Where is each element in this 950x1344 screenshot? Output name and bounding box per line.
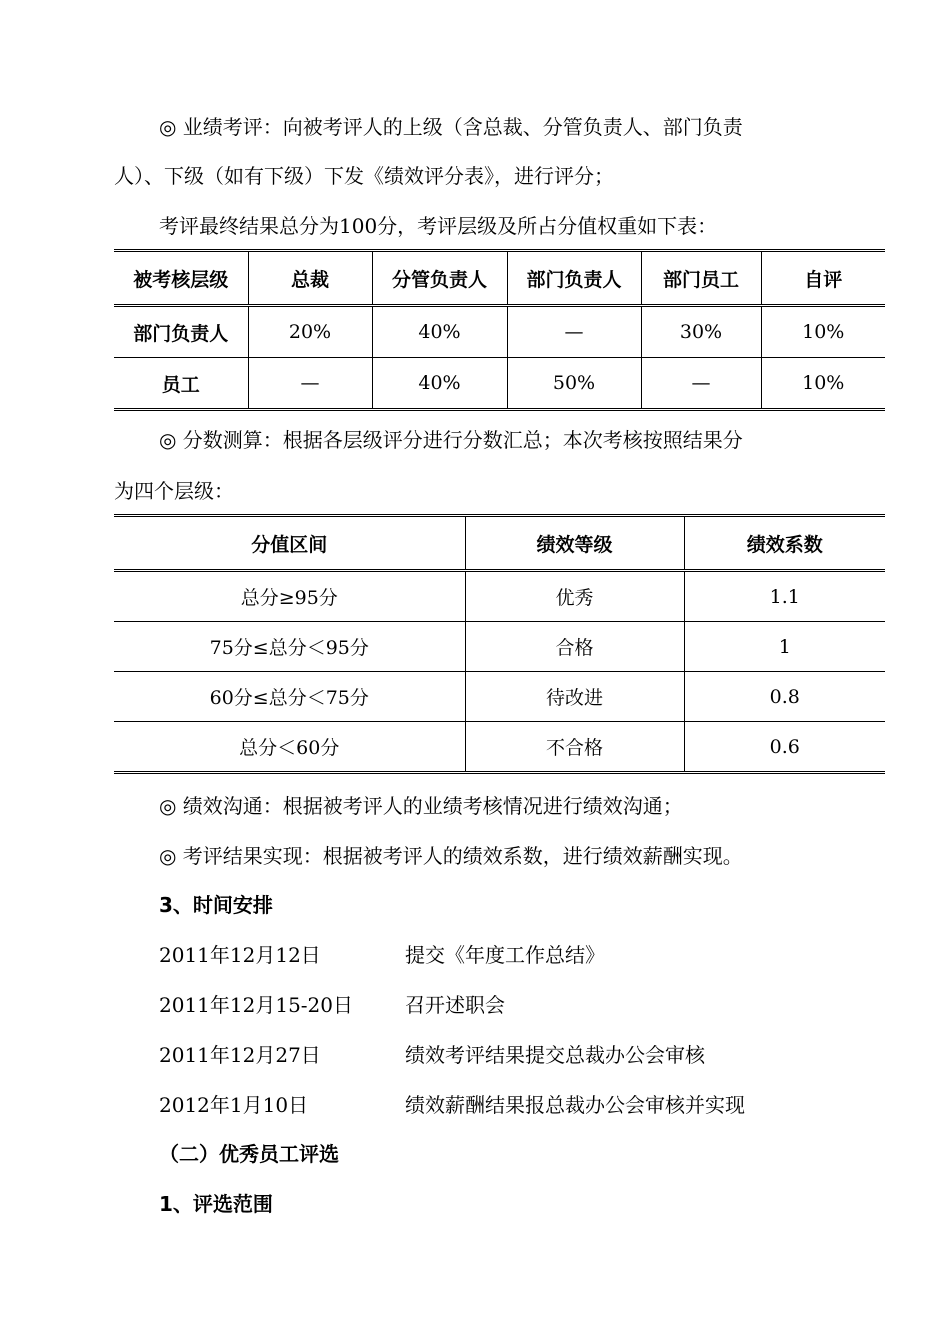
schedule-date: 2012年1月10日	[159, 1093, 309, 1117]
schedule-task: 召开述职会	[405, 993, 505, 1017]
table-row	[114, 722, 885, 773]
table-cell: 待改进	[465, 672, 684, 722]
schedule-task: 提交《年度工作总结》	[405, 943, 605, 967]
paragraph-result-realization: ◎ 考评结果实现：根据被考评人的绩效系数，进行绩效薪酬实现。	[159, 844, 743, 868]
paragraph-score-calc-line2: 为四个层级：	[114, 479, 234, 503]
schedule-task: 绩效考评结果提交总裁办公会审核	[405, 1043, 705, 1067]
grade-header-coefficient: 绩效系数	[684, 516, 885, 571]
paragraph-performance-review-line1: ◎ 业绩考评：向被考评人的上级（含总裁、分管负责人、部门负责	[159, 115, 743, 139]
table-cell: 0.6	[684, 722, 885, 773]
table-cell: 40%	[372, 358, 507, 410]
weight-table	[114, 249, 885, 411]
table-cell: —	[507, 306, 641, 358]
table-row	[114, 306, 885, 358]
table-cell: 0.8	[684, 672, 885, 722]
table-cell: 合格	[465, 622, 684, 672]
table-cell: 1	[684, 622, 885, 672]
weight-header-dept-staff: 部门员工	[641, 251, 761, 306]
table-cell: 优秀	[465, 571, 684, 622]
section-heading-excellent-employee: （二）优秀员工评选	[159, 1142, 339, 1166]
schedule-date: 2011年12月12日	[159, 943, 321, 967]
paragraph-performance-review-line2: 人）、下级（如有下级）下发《绩效评分表》，进行评分；	[114, 164, 614, 188]
paragraph-score-calc-line1: ◎ 分数测算：根据各层级评分进行分数汇总；本次考核按照结果分	[159, 428, 743, 452]
schedule-date: 2011年12月27日	[159, 1043, 321, 1067]
grade-header-level: 绩效等级	[465, 516, 684, 571]
table-cell: 总分≥95分	[114, 571, 465, 622]
table-cell: 50%	[507, 358, 641, 410]
table-cell: 部门负责人	[114, 306, 248, 358]
weight-header-president: 总裁	[248, 251, 372, 306]
subsection-heading-scope: 1、评选范围	[159, 1192, 273, 1216]
table-cell: 员工	[114, 358, 248, 410]
table-row	[114, 571, 885, 622]
weight-header-level: 被考核层级	[114, 251, 248, 306]
table-cell: 10%	[761, 306, 885, 358]
grade-table-header-row	[114, 516, 885, 571]
table-cell: —	[248, 358, 372, 410]
table-cell: —	[641, 358, 761, 410]
weight-header-division-head: 分管负责人	[372, 251, 507, 306]
grade-header-range: 分值区间	[114, 516, 465, 571]
table-cell: 1.1	[684, 571, 885, 622]
table-row	[114, 358, 885, 410]
grade-table	[114, 514, 885, 774]
table-cell: 不合格	[465, 722, 684, 773]
schedule-heading: 3、时间安排	[159, 893, 273, 917]
weight-header-self: 自评	[761, 251, 885, 306]
paragraph-performance-communication: ◎ 绩效沟通：根据被考评人的业绩考核情况进行绩效沟通；	[159, 794, 683, 818]
table-cell: 总分＜60分	[114, 722, 465, 773]
weight-table-header-row	[114, 251, 885, 306]
table-row	[114, 622, 885, 672]
paragraph-score-weights: 考评最终结果总分为100分，考评层级及所占分值权重如下表：	[159, 214, 718, 238]
table-cell: 10%	[761, 358, 885, 410]
table-cell: 20%	[248, 306, 372, 358]
schedule-task: 绩效薪酬结果报总裁办公会审核并实现	[405, 1093, 745, 1117]
table-cell: 75分≤总分＜95分	[114, 622, 465, 672]
table-cell: 30%	[641, 306, 761, 358]
table-row	[114, 672, 885, 722]
weight-header-dept-head: 部门负责人	[507, 251, 641, 306]
table-cell: 60分≤总分＜75分	[114, 672, 465, 722]
schedule-date: 2011年12月15-20日	[159, 993, 354, 1017]
table-cell: 40%	[372, 306, 507, 358]
